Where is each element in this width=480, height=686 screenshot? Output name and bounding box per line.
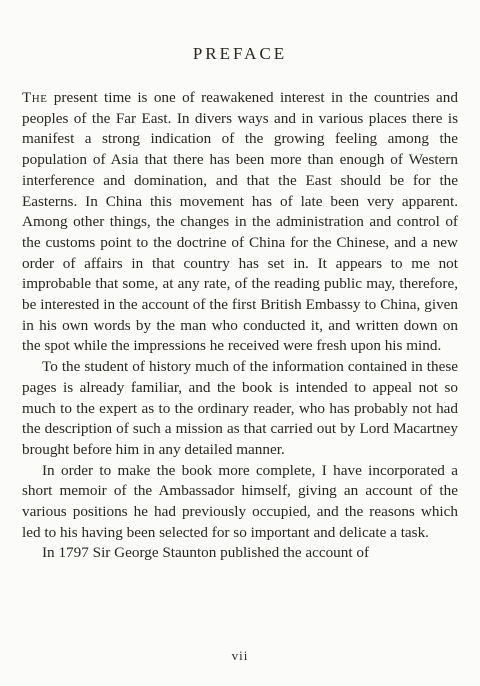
paragraph-2: To the student of history much of the information contained in these pages is already familiar, and the book is intended to appeal not so much to the expert as to the ordinary reader, who has probably not had the description of such a mission as that carried out by Lord Macartney brought before him in any detailed manner. xyxy=(22,358,458,458)
paragraph-lead-word: The xyxy=(22,89,48,106)
paragraph-text: present time is one of reawakened interest in the countries and peoples of the Far East. In divers ways and in various places there is manifest a strong indication of the growing feeling among the population of Asia that there has been more than enough of Western interference and domination, and that the East should be for the Easterns. In China this movement has of late been very apparent. Among other things, the changes in the administration and control of the customs point to the doctrine of China for the Chinese, and a new order of affairs in that country has set in. It appears to me not improbable that some, at any rate, of the reading public may, therefore, be interested in the account of the first British Embassy to China, given in his own words by the man who conducted it, and written down on the spot while the impressions he received were fresh upon his mind. xyxy=(22,89,458,355)
paragraph-1 xyxy=(22,88,458,357)
page-number: vii xyxy=(231,648,249,663)
preface-body xyxy=(22,88,458,564)
paragraph-3: In order to make the book more complete, I have incorporated a short memoir of the Ambassador himself, giving an account of the various positions he had previously occupied, and the reasons which led to his having been selected for so important and delicate a task. xyxy=(22,461,458,541)
page-title: PREFACE xyxy=(192,44,288,63)
paragraph-4: In 1797 Sir George Staunton published the account of xyxy=(42,544,370,562)
